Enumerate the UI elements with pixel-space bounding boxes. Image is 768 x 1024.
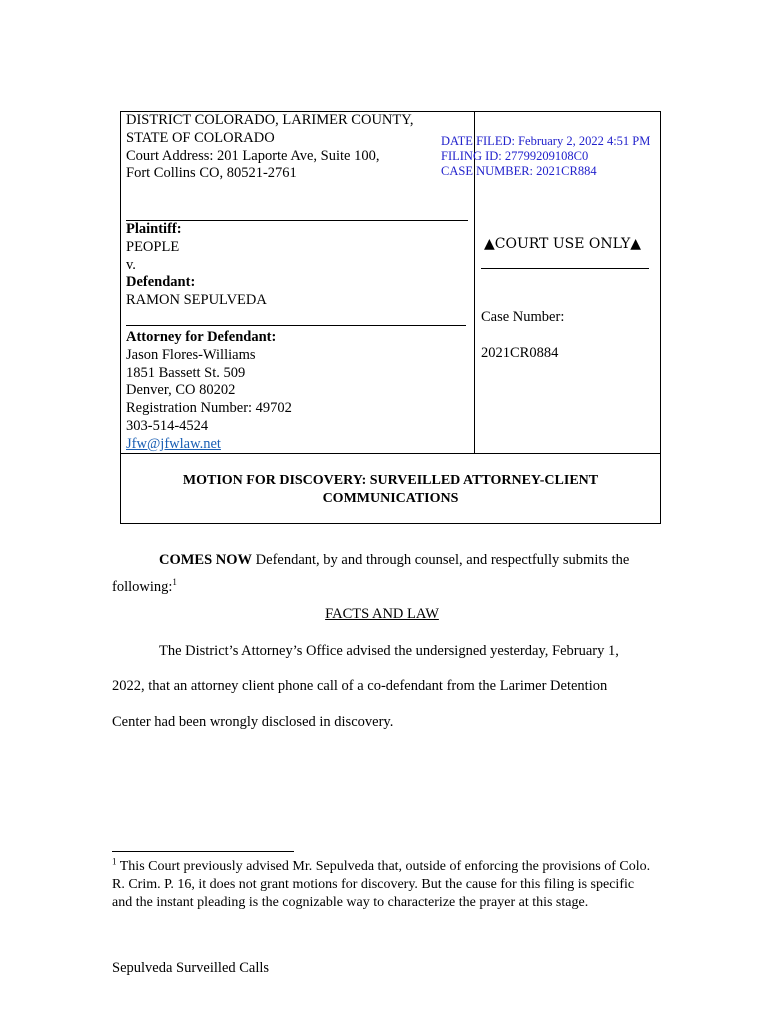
defendant-name: RAMON SEPULVEDA [126, 292, 267, 309]
intro-continuation: following: [112, 579, 173, 595]
intro-line2 [112, 579, 652, 596]
case-number-stamp: CASE NUMBER: 2021CR884 [441, 164, 597, 178]
case-number-label: Case Number: [481, 309, 565, 325]
date-filed: DATE FILED: February 2, 2022 4:51 PM [441, 134, 651, 148]
attorney-label: Attorney for Defendant: [126, 329, 277, 345]
footnote-separator [112, 851, 294, 852]
versus: v. [126, 256, 136, 273]
attorney-street: 1851 Bassett St. 509 [126, 364, 246, 381]
motion-title-line1: MOTION FOR DISCOVERY: SURVEILLED ATTORNEY-CLIENT [182, 473, 599, 488]
court-info [126, 112, 413, 183]
page-footer: Sepulveda Surveilled Calls [112, 960, 270, 976]
paragraph-line: 2022, that an attorney client phone call of a co-defendant from the Larimer Detention [112, 678, 608, 694]
intro-line [112, 552, 652, 569]
footnote [112, 858, 657, 912]
court-line: STATE OF COLORADO [126, 129, 275, 146]
court-line: Court Address: 201 Laporte Ave, Suite 100, [126, 147, 380, 164]
intro-bold: COMES NOW [159, 552, 253, 568]
court-use-only: ▲COURT USE ONLY▲ [484, 236, 642, 252]
filing-stamp [441, 134, 650, 179]
footnote-mark: 1 [112, 856, 117, 867]
attorney-block [126, 329, 292, 454]
case-number: 2021CR0884 [481, 345, 559, 361]
plaintiff-name: PEOPLE [126, 238, 180, 255]
attorney-city: Denver, CO 80202 [126, 382, 236, 399]
attorney-registration: Registration Number: 49702 [126, 400, 292, 417]
plaintiff-label: Plaintiff: [126, 221, 182, 237]
parties-divider [126, 325, 466, 326]
attorney-email-link[interactable]: Jfw@jfwlaw.net [126, 435, 221, 452]
motion-title [121, 472, 660, 508]
court-line: DISTRICT COLORADO, LARIMER COUNTY, [126, 112, 414, 128]
motion-title-line2: COMMUNICATIONS [322, 491, 459, 506]
footnote-text: This Court previously advised Mr. Sepulveda that, outside of enforcing the provisions of Colo. R. Crim. P. 16, it does not grant motions for discovery. But the cause for this filing is specific and the instant pleading is the cognizable way to characterize the prayer at this stage. [112, 859, 651, 910]
attorney-phone: 303-514-4524 [126, 417, 209, 434]
court-line: Fort Collins CO, 80521-2761 [126, 165, 297, 182]
paragraph-line: Center had been wrongly disclosed in discovery. [112, 714, 394, 730]
defendant-label: Defendant: [126, 274, 196, 291]
intro-text: Defendant, by and through counsel, and respectfully submits the [252, 552, 630, 568]
section-heading: FACTS AND LAW [325, 606, 439, 622]
parties [126, 221, 267, 310]
filing-id: FILING ID: 27799209108C0 [441, 149, 589, 163]
court-use-divider [481, 268, 649, 269]
attorney-name: Jason Flores-Williams [126, 346, 256, 363]
footnote-reference: 1 [172, 577, 177, 588]
paragraph-line: The District’s Attorney’s Office advised the undersigned yesterday, February 1, [159, 643, 619, 659]
